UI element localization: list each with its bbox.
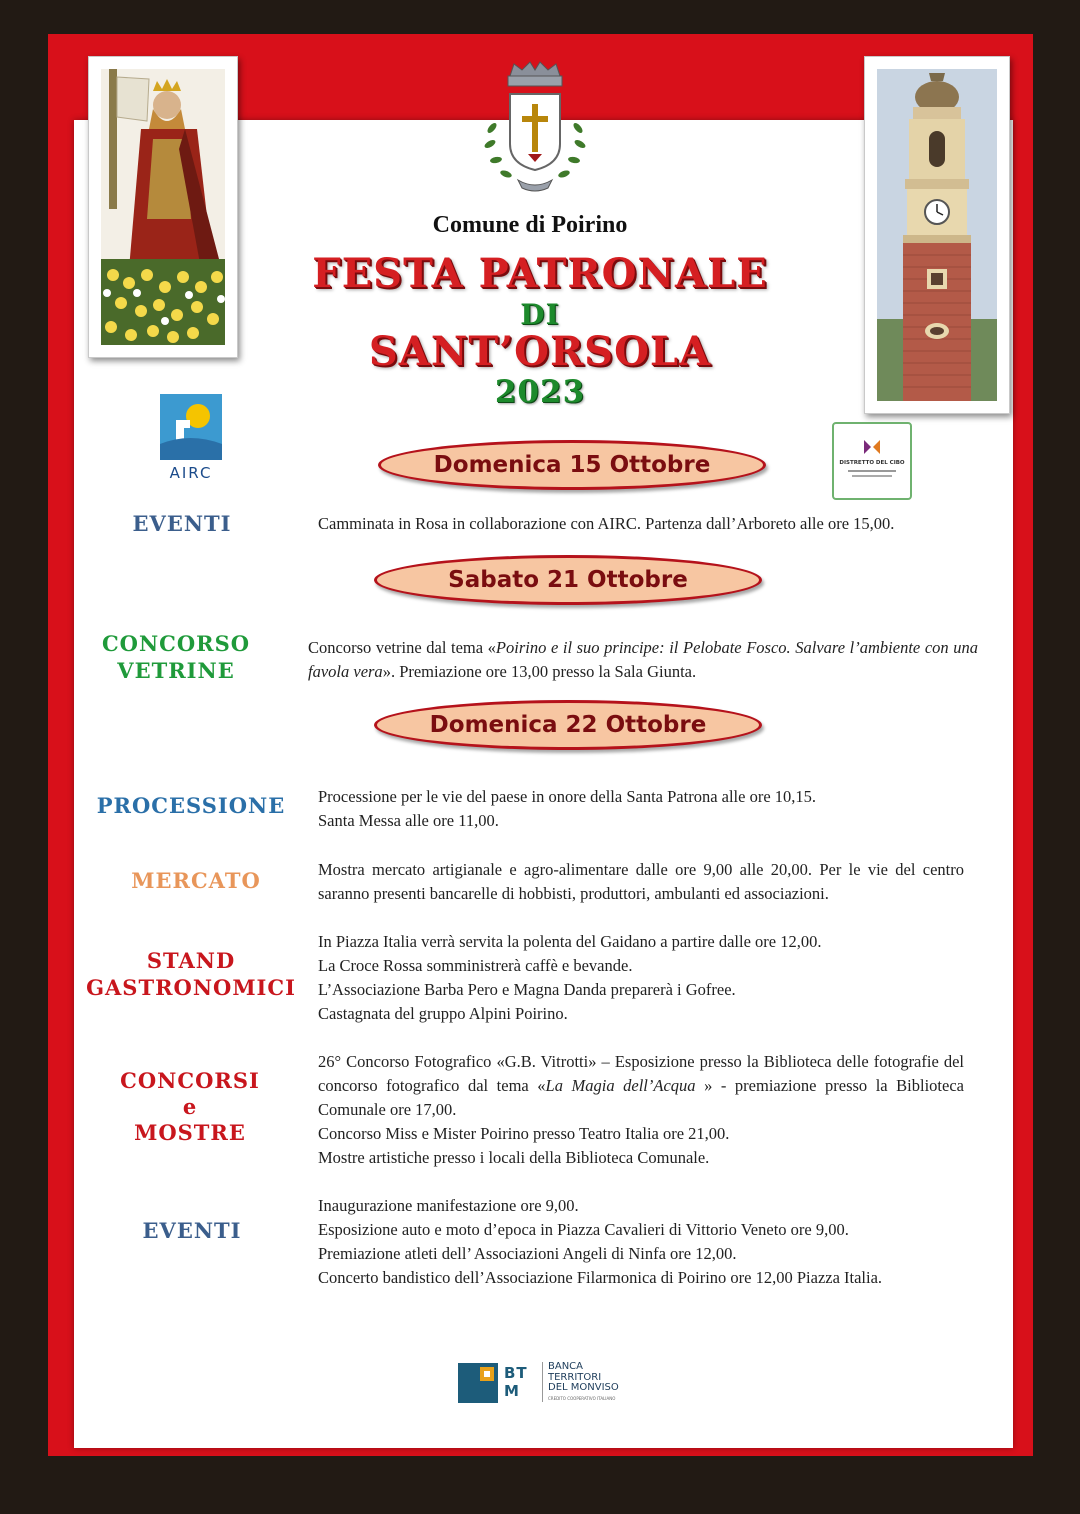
eventi2-line-4: Concerto bandistico dell’Associazione Filarmonica di Poirino ore 12,00 Piazza Italia.	[318, 1268, 883, 1287]
eventi2-line-3: Premiazione atleti dell’ Associazioni Angeli di Ninfa ore 12,00.	[318, 1244, 737, 1263]
concorsi-paragraph	[318, 1050, 964, 1122]
bell-tower-photo	[864, 56, 1010, 414]
concorsi-line-2: Concorso Miss e Mister Poirino presso Teatro Italia ore 21,00.	[318, 1124, 730, 1143]
stand-line-4: Castagnata del gruppo Alpini Poirino.	[318, 1004, 568, 1023]
bank-name-line-1: BANCA	[548, 1361, 584, 1372]
festa-title: FESTA PATRONALE	[312, 250, 768, 297]
concorsi-text-start: 26° Concorso Fotografico «G.B. Vitrotti» – Esposizione presso la Biblioteca delle fotografie del concorso fotografico dal tema «	[318, 1052, 964, 1095]
vetrine-theme: Poirino e il suo principe: il Pelobate Fosco. Salvare l’ambiente con una favola vera	[308, 638, 978, 681]
day-pill-21-ottobre: Sabato 21 Ottobre	[374, 555, 762, 605]
airc-logo-text: AIRC	[169, 464, 213, 482]
concorsi-mostre-text	[318, 1050, 964, 1170]
processione-text	[318, 785, 998, 833]
stand-line-2: La Croce Rossa somministrerà caffè e bevande.	[318, 956, 633, 975]
processione-line-2: Santa Messa alle ore 11,00.	[318, 811, 499, 830]
distretto-del-cibo-logo	[832, 422, 912, 500]
mercato-text: Mostra mercato artigianale e agro-alimentare dalle ore 9,00 alle 20,00. Per le vie del centro saranno presenti bancarelle di hobbisti, produttori, ambulanti ed associazioni.	[318, 860, 964, 903]
e-label-line: e	[182, 1094, 198, 1119]
concorsi-mostre-label	[104, 1068, 276, 1146]
bank-logo-tagline: CREDITO COOPERATIVO ITALIANO	[548, 1396, 616, 1401]
concorsi-text-end: » - premiazione presso la Biblioteca Comunale ore 17,00.	[318, 1076, 964, 1119]
concorsi-line-3: Mostre artistiche presso i locali della Biblioteca Comunale.	[318, 1148, 710, 1167]
bank-name-line-3: DEL MONVISO	[548, 1382, 619, 1393]
processione-label: PROCESSIONE	[96, 793, 286, 818]
vetrine-text-end: ». Premiazione ore 13,00 presso la Sala Giunta.	[382, 662, 697, 681]
year-title: 2023	[494, 374, 586, 410]
vetrine-text-start: Concorso vetrine dal tema «	[308, 638, 496, 657]
concorsi-label-line: CONCORSI	[120, 1068, 260, 1093]
eventi2-line-2: Esposizione auto e moto d’epoca in Piazza Cavalieri di Vittorio Veneto ore 9,00.	[318, 1220, 849, 1239]
eventi-2-label: EVENTI	[142, 1218, 242, 1243]
concorso-label-line: CONCORSO	[101, 631, 251, 656]
concorso-vetrine-label	[92, 630, 260, 684]
gastronomici-label-line: GASTRONOMICI	[86, 975, 296, 1000]
bank-name-line-2: TERRITORI	[548, 1371, 602, 1383]
concorsi-theme: La Magia dell’Acqua	[545, 1076, 696, 1095]
stand-gastronomici-text	[318, 930, 998, 1026]
stand-line-1: In Piazza Italia verrà servita la polenta del Gaidano a partire dalle ore 12,00.	[318, 932, 822, 951]
day-pill-15-ottobre: Domenica 15 Ottobre	[378, 440, 766, 490]
bank-logo-name	[548, 1362, 619, 1394]
mostre-label-line: MOSTRE	[134, 1120, 246, 1145]
banca-territori-monviso-logo	[458, 1362, 638, 1406]
stand-label-line: STAND	[146, 948, 236, 973]
stand-gastronomici-label	[82, 947, 300, 1001]
coat-of-arms-emblem	[478, 58, 592, 198]
eventi-2-text	[318, 1194, 998, 1290]
distretto-logo-text: DISTRETTO DEL CIBO	[839, 460, 905, 466]
airc-logo	[158, 394, 224, 486]
vetrine-label-line: VETRINE	[117, 658, 235, 683]
comune-name: Comune di Poirino	[432, 212, 628, 238]
eventi-text: Camminata in Rosa in collaborazione con AIRC. Partenza dall’Arboreto alle ore 15,00.	[318, 514, 895, 533]
santorsola-title: SANT’ORSOLA	[368, 328, 712, 375]
concorso-vetrine-text	[308, 636, 978, 684]
bank-logo-m: M	[504, 1382, 519, 1400]
processione-line-1: Processione per le vie del paese in onore della Santa Patrona alle ore 10,15.	[318, 787, 817, 806]
stand-line-3: L’Associazione Barba Pero e Magna Danda preparerà i Gofree.	[318, 980, 736, 999]
distretto-logo-line-2	[852, 475, 892, 477]
day-pill-22-ottobre: Domenica 22 Ottobre	[374, 700, 762, 750]
distretto-logo-line	[848, 470, 896, 472]
mercato-label: MERCATO	[131, 868, 261, 893]
eventi-label: EVENTI	[132, 511, 232, 536]
saint-ursula-photo	[88, 56, 238, 358]
title-di: DI	[520, 298, 560, 331]
eventi2-line-1: Inaugurazione manifestazione ore 9,00.	[318, 1196, 579, 1215]
bank-logo-bt: BT	[504, 1364, 528, 1382]
bank-logo-divider	[542, 1362, 543, 1402]
